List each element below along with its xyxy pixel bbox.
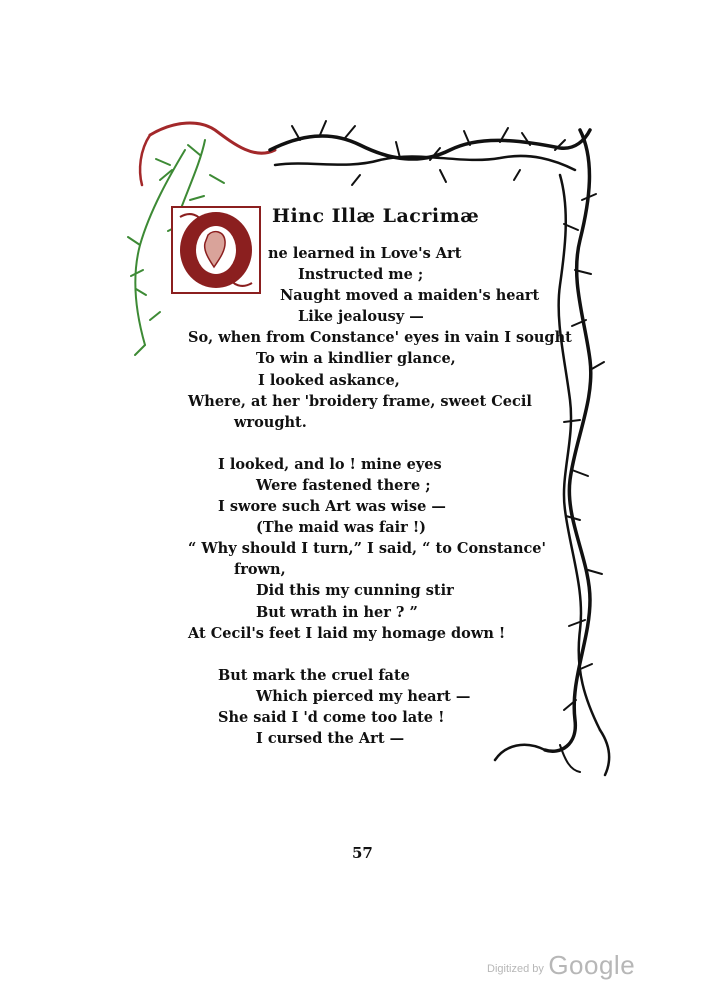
poem-line: I cursed the Art —	[256, 729, 405, 747]
poem-line: (The maid was fair !)	[256, 519, 427, 537]
poem-body	[188, 243, 572, 749]
digitized-watermark	[487, 950, 635, 981]
poem-line: Were fastened there ;	[256, 476, 431, 494]
watermark-prefix: Digitized by	[487, 963, 544, 975]
stanza-gap	[188, 433, 518, 454]
poem-line: frown,	[234, 561, 286, 579]
google-logo: Google	[548, 950, 636, 980]
poem-line: Naught moved a maiden's heart	[280, 287, 540, 305]
stanza-gap	[188, 644, 518, 665]
poem-line: But wrath in her ? ”	[256, 603, 418, 621]
poem-line: To win a kindlier glance,	[256, 350, 456, 368]
poem-line: I looked, and lo ! mine eyes	[218, 455, 442, 473]
poem-line: I swore such Art was wise —	[218, 498, 446, 516]
poem-line: But mark the cruel fate	[218, 666, 410, 684]
poem-line: wrought.	[234, 413, 307, 431]
poem-line: At Cecil's feet I laid my homage down !	[188, 624, 506, 642]
poem-line: Where, at her 'broidery frame, sweet Cecil	[188, 392, 532, 410]
poem-line: She said I 'd come too late !	[218, 708, 445, 726]
page-number: 57	[352, 844, 373, 862]
poem-line: “ Why should I turn,” I said, “ to Constance'	[188, 540, 546, 558]
poem-line: Like jealousy —	[298, 308, 424, 326]
poem-line: Which pierced my heart —	[256, 687, 471, 705]
poem-line: Did this my cunning stir	[256, 582, 454, 600]
poem-line: So, when from Constance' eyes in vain I sought	[188, 329, 572, 347]
poem-line: Instructed me ;	[298, 266, 424, 284]
poem-line: ne learned in Love's Art	[268, 245, 462, 262]
poem-line: I looked askance,	[258, 371, 400, 389]
poem-title: Hinc Illæ Lacrimæ	[272, 205, 480, 227]
